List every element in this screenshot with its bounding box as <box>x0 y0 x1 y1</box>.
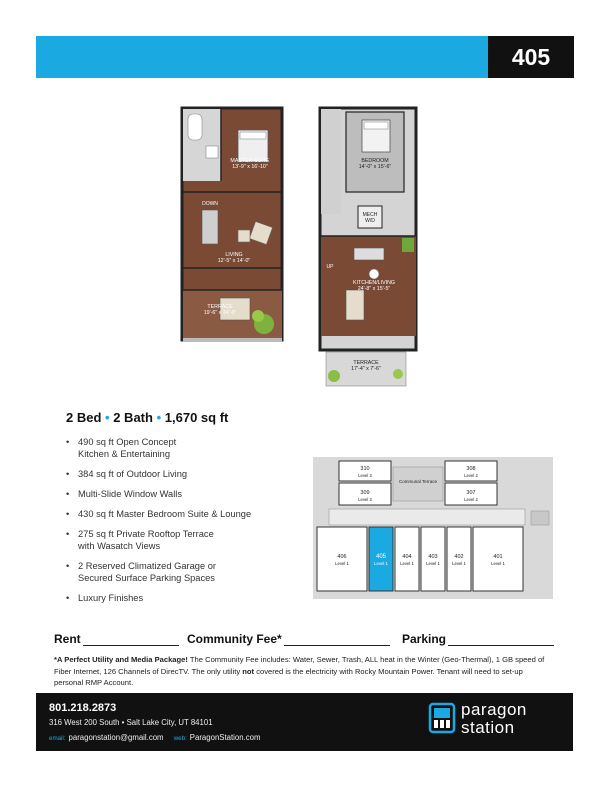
unit-number: 406 <box>337 554 347 560</box>
web-label: web: <box>173 735 187 742</box>
room-label: BEDROOM 14'-0" x 15'-6" <box>358 158 392 170</box>
unit-number: 403 <box>428 554 438 560</box>
unit-level: Level 1 <box>335 561 349 566</box>
beds: 2 Bed <box>66 410 102 425</box>
paragon-logo-icon <box>428 700 458 739</box>
room-label: TERRACE 19'-6" x 14'-0" <box>203 304 237 316</box>
rent-label: Rent <box>54 632 81 646</box>
parking-field[interactable] <box>402 632 554 646</box>
feature-item: • 490 sq ft Open Concept Kitchen & Entertaining <box>66 436 306 460</box>
feature-item: • 2 Reserved Climatized Garage or Secured Surface Parking Spaces <box>66 560 306 584</box>
room-label: MECH W/D <box>362 212 378 224</box>
web-link[interactable]: ParagonStation.com <box>189 733 261 742</box>
unit-level: Level 2 <box>464 473 478 478</box>
paragon-logo-wordmark: paragon station <box>461 700 527 737</box>
separator: • <box>105 410 110 425</box>
utility-note: *A Perfect Utility and Media Package! The Community Fee includes: Water, Sewer, Trash, ALL heat in the Winter (Geo-Thermal), 1 GB speed of Fiber Internet, 126 Channels of DirecTV. The only utility not covered is the electricity with Rocky Mountain Power. Tenant will need to set-up personal RMP Account. <box>54 655 545 687</box>
email-link[interactable]: paragonstation@gmail.com <box>68 733 164 742</box>
footer <box>36 693 573 751</box>
feature-item: • 430 sq ft Master Bedroom Suite & Lounge <box>66 508 306 520</box>
floor-plan-lower <box>318 106 418 390</box>
parking-label: Parking <box>402 632 447 646</box>
community-fee-field[interactable] <box>187 632 390 646</box>
floor-plan-upper <box>180 106 285 344</box>
feature-list <box>66 436 306 612</box>
unit-level: Level 1 <box>452 561 466 566</box>
unit-level: Level 2 <box>464 497 478 502</box>
feature-item: • Luxury Finishes <box>66 592 306 604</box>
community-fee-label: Community Fee* <box>187 632 282 646</box>
unit-number: 404 <box>402 554 412 560</box>
unit-level: Level 1 <box>374 561 388 566</box>
room-label: KITCHEN/LIVING 24'-8" x 15'-5" <box>352 280 396 292</box>
phone-number[interactable]: 801.218.2873 <box>49 702 117 714</box>
room-label: UP <box>326 264 334 270</box>
unit-number: 405 <box>488 36 574 78</box>
unit-number: 308 <box>466 466 476 472</box>
feature-item: • 384 sq ft of Outdoor Living <box>66 468 306 480</box>
unit-level: Level 2 <box>358 473 372 478</box>
unit-number: 405 <box>375 554 387 560</box>
separator: • <box>156 410 162 425</box>
room-label: TERRACE 17'-4" x 7'-6" <box>351 360 381 372</box>
feature-item: • Multi-Slide Window Walls <box>66 488 306 500</box>
email-label: email: <box>49 735 66 742</box>
unit-level: Level 2 <box>358 497 372 502</box>
unit-number: 309 <box>360 490 370 496</box>
room-label: MASTER SUITE 13'-9" x 16'-10" <box>230 158 270 170</box>
unit-summary <box>66 410 228 425</box>
header-bar <box>36 36 488 78</box>
unit-level: Level 1 <box>400 561 414 566</box>
baths: 2 Bath <box>113 410 153 425</box>
communal-terrace-label: Communal Terrace <box>399 479 437 484</box>
unit-level: Level 1 <box>426 561 440 566</box>
unit-number: 307 <box>466 490 476 496</box>
unit-number: 401 <box>493 554 503 560</box>
room-label: LIVING 12'-5" x 14'-0" <box>217 252 251 264</box>
address: 316 West 200 South • Salt Lake City, UT 84101 <box>49 718 213 727</box>
unit-level: Level 1 <box>491 561 505 566</box>
unit-number: 402 <box>454 554 464 560</box>
unit-number: 310 <box>360 466 370 472</box>
room-label: DOWN <box>202 201 218 207</box>
feature-item: • 275 sq ft Private Rooftop Terrace with Wasatch Views <box>66 528 306 552</box>
site-plan <box>313 457 553 604</box>
square-footage: 1,670 sq ft <box>164 410 229 425</box>
rent-field[interactable] <box>54 632 179 646</box>
contact-line <box>49 733 260 742</box>
